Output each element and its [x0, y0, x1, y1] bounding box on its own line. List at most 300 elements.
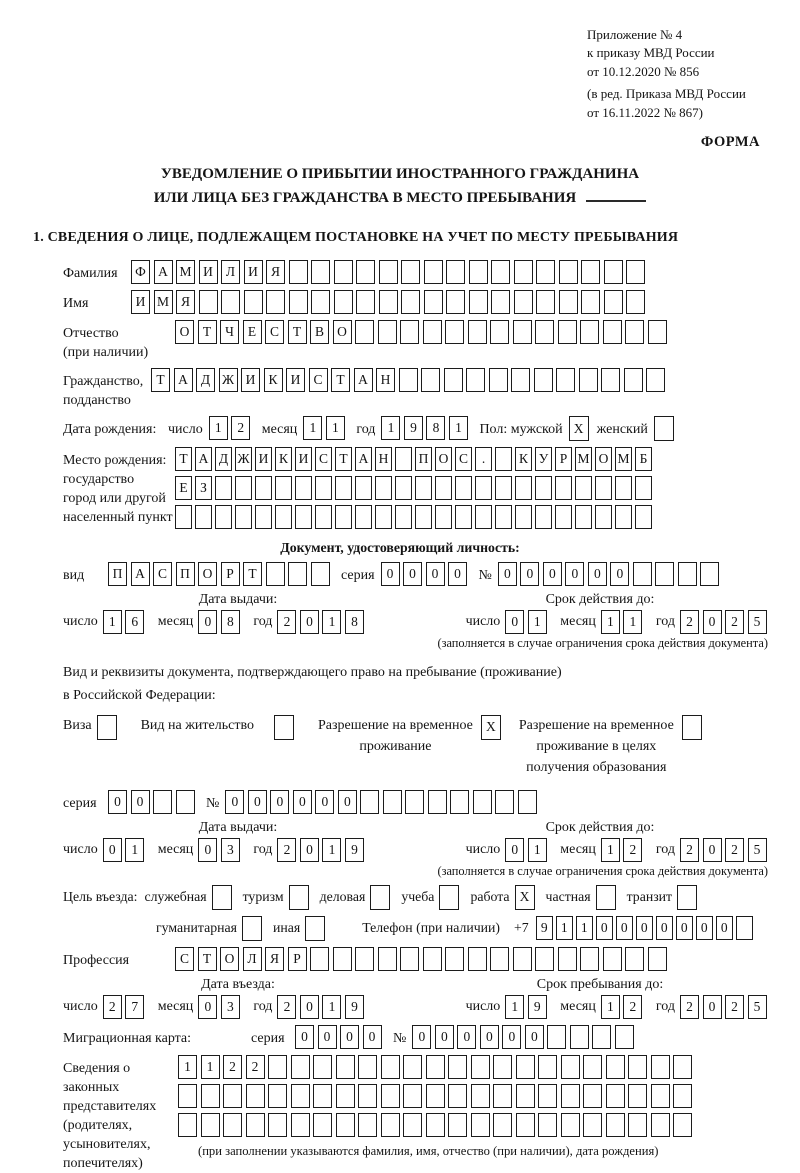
birth-place-row2-cells[interactable] [175, 476, 655, 500]
char-cell[interactable]: 0 [525, 1025, 544, 1049]
char-cell[interactable] [493, 1113, 512, 1137]
char-cell[interactable] [291, 1084, 310, 1108]
char-cell[interactable]: 0 [318, 1025, 337, 1049]
mc-number-cells[interactable] [412, 1025, 637, 1049]
char-cell[interactable]: Ф [131, 260, 150, 284]
char-cell[interactable]: 9 [345, 838, 364, 862]
char-cell[interactable] [244, 290, 263, 314]
char-cell[interactable] [513, 947, 532, 971]
char-cell[interactable] [356, 290, 375, 314]
char-cell[interactable] [491, 290, 510, 314]
char-cell[interactable]: Б [635, 447, 652, 471]
char-cell[interactable]: И [241, 368, 260, 392]
char-cell[interactable]: О [333, 320, 352, 344]
char-cell[interactable] [215, 505, 232, 529]
char-cell[interactable] [635, 476, 652, 500]
char-cell[interactable]: 0 [300, 995, 319, 1019]
char-cell[interactable]: Я [265, 947, 284, 971]
char-cell[interactable] [295, 505, 312, 529]
char-cell[interactable] [558, 320, 577, 344]
char-cell[interactable] [381, 1055, 400, 1079]
char-cell[interactable] [511, 368, 530, 392]
citizenship-cells[interactable] [151, 368, 669, 392]
char-cell[interactable] [426, 1084, 445, 1108]
char-cell[interactable]: 1 [103, 610, 122, 634]
char-cell[interactable]: 0 [108, 790, 127, 814]
char-cell[interactable]: 1 [505, 995, 524, 1019]
char-cell[interactable]: 0 [295, 1025, 314, 1049]
char-cell[interactable] [604, 260, 623, 284]
char-cell[interactable]: Т [335, 447, 352, 471]
checkbox[interactable] [289, 885, 309, 910]
char-cell[interactable] [246, 1113, 265, 1137]
char-cell[interactable] [268, 1084, 287, 1108]
char-cell[interactable]: 0 [270, 790, 289, 814]
char-cell[interactable] [403, 1084, 422, 1108]
char-cell[interactable]: 8 [221, 610, 240, 634]
char-cell[interactable] [561, 1113, 580, 1137]
char-cell[interactable]: А [195, 447, 212, 471]
char-cell[interactable] [448, 1113, 467, 1137]
char-cell[interactable]: 0 [448, 562, 467, 586]
char-cell[interactable]: 0 [198, 610, 217, 634]
char-cell[interactable]: 8 [426, 416, 445, 440]
char-cell[interactable] [153, 790, 172, 814]
char-cell[interactable] [469, 260, 488, 284]
char-cell[interactable] [561, 1055, 580, 1079]
char-cell[interactable] [246, 1084, 265, 1108]
char-cell[interactable] [310, 947, 329, 971]
char-cell[interactable]: 2 [623, 995, 642, 1019]
char-cell[interactable] [536, 290, 555, 314]
char-cell[interactable]: М [176, 260, 195, 284]
char-cell[interactable] [400, 947, 419, 971]
char-cell[interactable] [223, 1084, 242, 1108]
char-cell[interactable] [375, 505, 392, 529]
char-cell[interactable] [405, 790, 424, 814]
char-cell[interactable] [235, 505, 252, 529]
char-cell[interactable]: 0 [656, 916, 673, 940]
char-cell[interactable]: Т [198, 320, 217, 344]
char-cell[interactable] [288, 562, 307, 586]
char-cell[interactable] [538, 1084, 557, 1108]
char-cell[interactable]: 2 [725, 838, 744, 862]
char-cell[interactable] [450, 790, 469, 814]
char-cell[interactable]: 0 [412, 1025, 431, 1049]
char-cell[interactable] [493, 1084, 512, 1108]
expiry-year-cells[interactable] [680, 610, 770, 634]
char-cell[interactable]: 1 [322, 610, 341, 634]
char-cell[interactable] [423, 947, 442, 971]
char-cell[interactable]: И [131, 290, 150, 314]
char-cell[interactable] [673, 1113, 692, 1137]
char-cell[interactable] [606, 1055, 625, 1079]
char-cell[interactable] [255, 505, 272, 529]
char-cell[interactable] [579, 368, 598, 392]
issue-year-cells[interactable] [277, 838, 367, 862]
char-cell[interactable] [603, 320, 622, 344]
surname-cells[interactable] [131, 260, 649, 284]
char-cell[interactable]: 1 [601, 838, 620, 862]
char-cell[interactable]: 9 [404, 416, 423, 440]
char-cell[interactable]: М [615, 447, 632, 471]
char-cell[interactable] [583, 1055, 602, 1079]
char-cell[interactable] [535, 320, 554, 344]
char-cell[interactable]: 0 [636, 916, 653, 940]
char-cell[interactable]: И [255, 447, 272, 471]
char-cell[interactable]: 2 [725, 610, 744, 634]
expiry-day-cells[interactable] [505, 838, 550, 862]
char-cell[interactable]: Н [375, 447, 392, 471]
char-cell[interactable] [555, 476, 572, 500]
expiry-month-cells[interactable] [601, 610, 646, 634]
char-cell[interactable]: 2 [725, 995, 744, 1019]
char-cell[interactable]: 2 [246, 1055, 265, 1079]
char-cell[interactable]: 0 [103, 838, 122, 862]
birth-year-cells[interactable] [381, 416, 471, 440]
char-cell[interactable] [606, 1113, 625, 1137]
birth-month-cells[interactable] [303, 416, 348, 440]
char-cell[interactable]: 0 [716, 916, 733, 940]
char-cell[interactable]: З [195, 476, 212, 500]
expiry-year-cells[interactable] [680, 838, 770, 862]
char-cell[interactable] [475, 505, 492, 529]
residence-permit-checkbox[interactable] [274, 715, 294, 740]
char-cell[interactable] [615, 505, 632, 529]
char-cell[interactable]: Д [196, 368, 215, 392]
char-cell[interactable] [445, 947, 464, 971]
char-cell[interactable] [536, 260, 555, 284]
char-cell[interactable] [178, 1084, 197, 1108]
char-cell[interactable] [428, 790, 447, 814]
char-cell[interactable] [334, 260, 353, 284]
given-name-cells[interactable] [131, 290, 649, 314]
char-cell[interactable]: 1 [601, 610, 620, 634]
char-cell[interactable]: 1 [326, 416, 345, 440]
char-cell[interactable] [291, 1113, 310, 1137]
char-cell[interactable] [336, 1113, 355, 1137]
char-cell[interactable]: С [455, 447, 472, 471]
char-cell[interactable]: 0 [703, 995, 722, 1019]
char-cell[interactable]: Я [176, 290, 195, 314]
char-cell[interactable]: 1 [449, 416, 468, 440]
char-cell[interactable] [606, 1084, 625, 1108]
char-cell[interactable] [336, 1084, 355, 1108]
char-cell[interactable]: М [575, 447, 592, 471]
char-cell[interactable]: П [108, 562, 127, 586]
stay-day-cells[interactable] [505, 995, 550, 1019]
char-cell[interactable] [473, 790, 492, 814]
char-cell[interactable]: 1 [178, 1055, 197, 1079]
char-cell[interactable] [635, 505, 652, 529]
char-cell[interactable] [178, 1113, 197, 1137]
char-cell[interactable]: 0 [596, 916, 613, 940]
char-cell[interactable] [646, 368, 665, 392]
char-cell[interactable] [383, 790, 402, 814]
char-cell[interactable]: С [265, 320, 284, 344]
char-cell[interactable] [400, 320, 419, 344]
char-cell[interactable] [561, 1084, 580, 1108]
birth-place-row1-cells[interactable] [175, 447, 655, 471]
char-cell[interactable]: А [355, 447, 372, 471]
char-cell[interactable] [626, 260, 645, 284]
char-cell[interactable] [601, 368, 620, 392]
char-cell[interactable]: 0 [340, 1025, 359, 1049]
char-cell[interactable]: А [174, 368, 193, 392]
char-cell[interactable] [444, 368, 463, 392]
char-cell[interactable] [673, 1055, 692, 1079]
char-cell[interactable] [493, 1055, 512, 1079]
char-cell[interactable] [624, 368, 643, 392]
char-cell[interactable]: 7 [125, 995, 144, 1019]
issue-year-cells[interactable] [277, 610, 367, 634]
char-cell[interactable] [581, 290, 600, 314]
char-cell[interactable]: Ж [219, 368, 238, 392]
char-cell[interactable]: 2 [680, 610, 699, 634]
char-cell[interactable]: О [198, 562, 217, 586]
char-cell[interactable] [424, 290, 443, 314]
char-cell[interactable] [268, 1055, 287, 1079]
checkbox[interactable] [439, 885, 459, 910]
char-cell[interactable]: И [199, 260, 218, 284]
char-cell[interactable]: 8 [345, 610, 364, 634]
char-cell[interactable] [651, 1113, 670, 1137]
char-cell[interactable]: 0 [543, 562, 562, 586]
checkbox[interactable] [305, 916, 325, 941]
char-cell[interactable] [336, 1055, 355, 1079]
char-cell[interactable]: 0 [480, 1025, 499, 1049]
char-cell[interactable]: Р [555, 447, 572, 471]
char-cell[interactable] [625, 320, 644, 344]
char-cell[interactable] [313, 1055, 332, 1079]
char-cell[interactable] [495, 476, 512, 500]
char-cell[interactable]: А [131, 562, 150, 586]
char-cell[interactable] [595, 505, 612, 529]
char-cell[interactable]: 0 [435, 1025, 454, 1049]
char-cell[interactable]: Е [175, 476, 192, 500]
char-cell[interactable] [535, 476, 552, 500]
char-cell[interactable] [395, 476, 412, 500]
char-cell[interactable] [558, 947, 577, 971]
char-cell[interactable] [403, 1055, 422, 1079]
char-cell[interactable]: С [175, 947, 194, 971]
gender-male-checkbox[interactable]: X [569, 416, 589, 441]
char-cell[interactable] [201, 1084, 220, 1108]
char-cell[interactable]: 0 [381, 562, 400, 586]
char-cell[interactable] [495, 447, 512, 471]
char-cell[interactable]: 0 [248, 790, 267, 814]
char-cell[interactable]: 0 [610, 562, 629, 586]
char-cell[interactable] [515, 505, 532, 529]
char-cell[interactable]: 2 [103, 995, 122, 1019]
char-cell[interactable] [291, 1055, 310, 1079]
char-cell[interactable] [466, 368, 485, 392]
char-cell[interactable]: 1 [381, 416, 400, 440]
issue-month-cells[interactable] [198, 838, 243, 862]
char-cell[interactable] [534, 368, 553, 392]
issue-day-cells[interactable] [103, 838, 148, 862]
char-cell[interactable] [446, 290, 465, 314]
char-cell[interactable] [489, 368, 508, 392]
char-cell[interactable] [516, 1113, 535, 1137]
char-cell[interactable]: 0 [502, 1025, 521, 1049]
char-cell[interactable] [455, 505, 472, 529]
char-cell[interactable]: Т [175, 447, 192, 471]
entry-month-cells[interactable] [198, 995, 243, 1019]
char-cell[interactable] [358, 1055, 377, 1079]
char-cell[interactable] [426, 1055, 445, 1079]
char-cell[interactable]: Р [288, 947, 307, 971]
char-cell[interactable]: 0 [520, 562, 539, 586]
visa-checkbox[interactable] [97, 715, 117, 740]
char-cell[interactable]: В [310, 320, 329, 344]
residence-number-cells[interactable] [225, 790, 540, 814]
char-cell[interactable]: Т [151, 368, 170, 392]
char-cell[interactable]: Т [198, 947, 217, 971]
char-cell[interactable] [581, 260, 600, 284]
char-cell[interactable]: У [535, 447, 552, 471]
char-cell[interactable]: Д [215, 447, 232, 471]
char-cell[interactable] [334, 290, 353, 314]
char-cell[interactable]: 0 [505, 610, 524, 634]
stay-month-cells[interactable] [601, 995, 646, 1019]
doc-series-cells[interactable] [381, 562, 471, 586]
char-cell[interactable] [615, 1025, 634, 1049]
char-cell[interactable]: 1 [322, 995, 341, 1019]
char-cell[interactable]: 0 [293, 790, 312, 814]
char-cell[interactable] [556, 368, 575, 392]
char-cell[interactable]: Я [266, 260, 285, 284]
char-cell[interactable] [471, 1084, 490, 1108]
char-cell[interactable] [736, 916, 753, 940]
char-cell[interactable] [547, 1025, 566, 1049]
char-cell[interactable]: И [286, 368, 305, 392]
doc-number-cells[interactable] [498, 562, 723, 586]
char-cell[interactable]: Н [376, 368, 395, 392]
char-cell[interactable] [355, 320, 374, 344]
char-cell[interactable]: Т [243, 562, 262, 586]
char-cell[interactable] [401, 260, 420, 284]
char-cell[interactable] [700, 562, 719, 586]
char-cell[interactable] [335, 476, 352, 500]
char-cell[interactable] [455, 476, 472, 500]
char-cell[interactable] [446, 260, 465, 284]
char-cell[interactable] [559, 260, 578, 284]
patronymic-cells[interactable] [175, 320, 670, 344]
char-cell[interactable] [355, 505, 372, 529]
char-cell[interactable] [360, 790, 379, 814]
char-cell[interactable]: Ж [235, 447, 252, 471]
char-cell[interactable] [176, 790, 195, 814]
char-cell[interactable]: 1 [303, 416, 322, 440]
edu-permit-checkbox[interactable] [682, 715, 702, 740]
char-cell[interactable] [445, 320, 464, 344]
char-cell[interactable]: 0 [457, 1025, 476, 1049]
char-cell[interactable]: 0 [300, 838, 319, 862]
char-cell[interactable]: 9 [528, 995, 547, 1019]
char-cell[interactable]: С [315, 447, 332, 471]
char-cell[interactable] [514, 260, 533, 284]
representatives-row1-cells[interactable] [178, 1055, 696, 1079]
char-cell[interactable] [615, 476, 632, 500]
char-cell[interactable]: 2 [680, 838, 699, 862]
char-cell[interactable] [603, 947, 622, 971]
char-cell[interactable]: А [154, 260, 173, 284]
char-cell[interactable] [495, 505, 512, 529]
char-cell[interactable] [215, 476, 232, 500]
char-cell[interactable]: Л [221, 260, 240, 284]
char-cell[interactable] [535, 947, 554, 971]
char-cell[interactable]: П [176, 562, 195, 586]
char-cell[interactable]: 0 [131, 790, 150, 814]
expiry-day-cells[interactable] [505, 610, 550, 634]
char-cell[interactable]: 1 [528, 838, 547, 862]
char-cell[interactable]: 2 [231, 416, 250, 440]
char-cell[interactable] [435, 476, 452, 500]
char-cell[interactable] [355, 476, 372, 500]
char-cell[interactable] [626, 290, 645, 314]
char-cell[interactable] [201, 1113, 220, 1137]
char-cell[interactable] [268, 1113, 287, 1137]
checkbox[interactable]: X [515, 885, 535, 910]
char-cell[interactable] [381, 1113, 400, 1137]
char-cell[interactable]: 9 [536, 916, 553, 940]
checkbox[interactable] [242, 916, 262, 941]
representatives-row3-cells[interactable] [178, 1113, 696, 1137]
char-cell[interactable] [313, 1084, 332, 1108]
char-cell[interactable] [403, 1113, 422, 1137]
temp-permit-checkbox[interactable]: X [481, 715, 501, 740]
residence-series-cells[interactable] [108, 790, 198, 814]
char-cell[interactable] [315, 476, 332, 500]
char-cell[interactable] [471, 1055, 490, 1079]
char-cell[interactable]: 0 [338, 790, 357, 814]
char-cell[interactable]: 0 [703, 838, 722, 862]
char-cell[interactable] [315, 505, 332, 529]
char-cell[interactable] [266, 562, 285, 586]
char-cell[interactable] [516, 1084, 535, 1108]
char-cell[interactable]: С [309, 368, 328, 392]
char-cell[interactable]: 0 [676, 916, 693, 940]
char-cell[interactable] [295, 476, 312, 500]
char-cell[interactable]: О [175, 320, 194, 344]
char-cell[interactable] [311, 260, 330, 284]
char-cell[interactable] [490, 947, 509, 971]
entry-day-cells[interactable] [103, 995, 148, 1019]
char-cell[interactable] [235, 476, 252, 500]
char-cell[interactable] [333, 947, 352, 971]
char-cell[interactable] [513, 320, 532, 344]
char-cell[interactable]: 2 [277, 995, 296, 1019]
birth-place-row3-cells[interactable] [175, 505, 655, 529]
char-cell[interactable] [448, 1084, 467, 1108]
char-cell[interactable] [651, 1055, 670, 1079]
char-cell[interactable]: 0 [703, 610, 722, 634]
char-cell[interactable] [199, 290, 218, 314]
char-cell[interactable] [516, 1055, 535, 1079]
char-cell[interactable] [448, 1055, 467, 1079]
char-cell[interactable]: О [435, 447, 452, 471]
char-cell[interactable] [395, 505, 412, 529]
char-cell[interactable]: К [264, 368, 283, 392]
char-cell[interactable] [223, 1113, 242, 1137]
char-cell[interactable]: Ч [220, 320, 239, 344]
char-cell[interactable] [595, 476, 612, 500]
mc-series-cells[interactable] [295, 1025, 385, 1049]
char-cell[interactable] [356, 260, 375, 284]
char-cell[interactable]: И [244, 260, 263, 284]
char-cell[interactable] [435, 505, 452, 529]
